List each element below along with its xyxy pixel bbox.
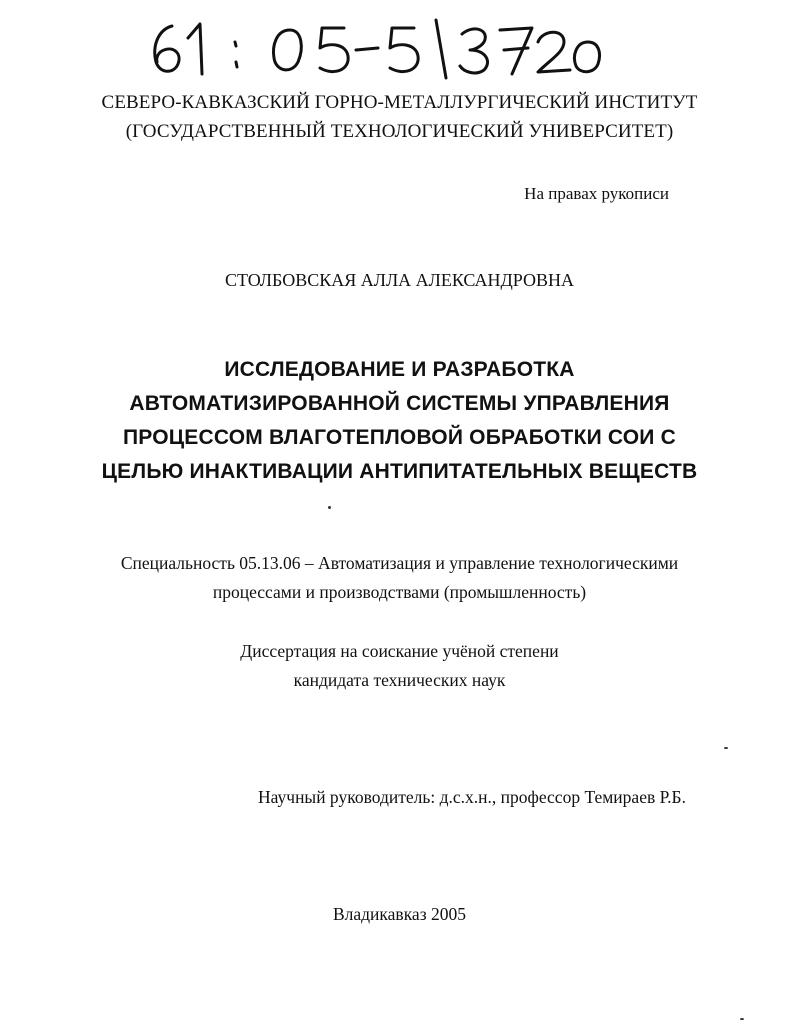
- handwritten-archive-code: [140, 12, 610, 82]
- specialty-line-1: Специальность 05.13.06 – Автоматизация и управление технологическими: [120, 553, 679, 573]
- scan-speck: [724, 747, 728, 749]
- scan-speck: [740, 1018, 744, 1020]
- manuscript-rights-note: На правах рукописи: [524, 184, 669, 203]
- degree-line-2: кандидата технических наук: [293, 670, 506, 690]
- specialty-line-2: процессами и производствами (промышленность): [212, 582, 587, 602]
- place-and-year: Владикавказ 2005: [332, 904, 466, 924]
- institute-name: СЕВЕРО-КАВКАЗСКИЙ ГОРНО-МЕТАЛЛУРГИЧЕСКИЙ ИНСТИТУТ: [101, 92, 698, 113]
- degree-line-1: Диссертация на соискание учёной степени: [240, 641, 559, 661]
- author-name: СТОЛБОВСКАЯ АЛЛА АЛЕКСАНДРОВНА: [224, 270, 575, 290]
- institute-subtitle: (ГОСУДАРСТВЕННЫЙ ТЕХНОЛОГИЧЕСКИЙ УНИВЕРСИТЕТ): [125, 121, 674, 142]
- scan-speck: [328, 506, 331, 509]
- thesis-title-line-3: ПРОЦЕССОМ ВЛАГОТЕПЛОВОЙ ОБРАБОТКИ СОИ С: [122, 426, 676, 449]
- handwritten-code-drawing: [140, 12, 610, 82]
- scientific-supervisor: Научный руководитель: д.с.х.н., профессор Темираев Р.Б.: [258, 787, 686, 807]
- thesis-title-line-4: ЦЕЛЬЮ ИНАКТИВАЦИИ АНТИПИТАТЕЛЬНЫХ ВЕЩЕСТВ: [101, 460, 698, 483]
- thesis-title-line-2: АВТОМАТИЗИРОВАННОЙ СИСТЕМЫ УПРАВЛЕНИЯ: [129, 392, 670, 415]
- thesis-title-line-1: ИССЛЕДОВАНИЕ И РАЗРАБОТКА: [224, 358, 575, 381]
